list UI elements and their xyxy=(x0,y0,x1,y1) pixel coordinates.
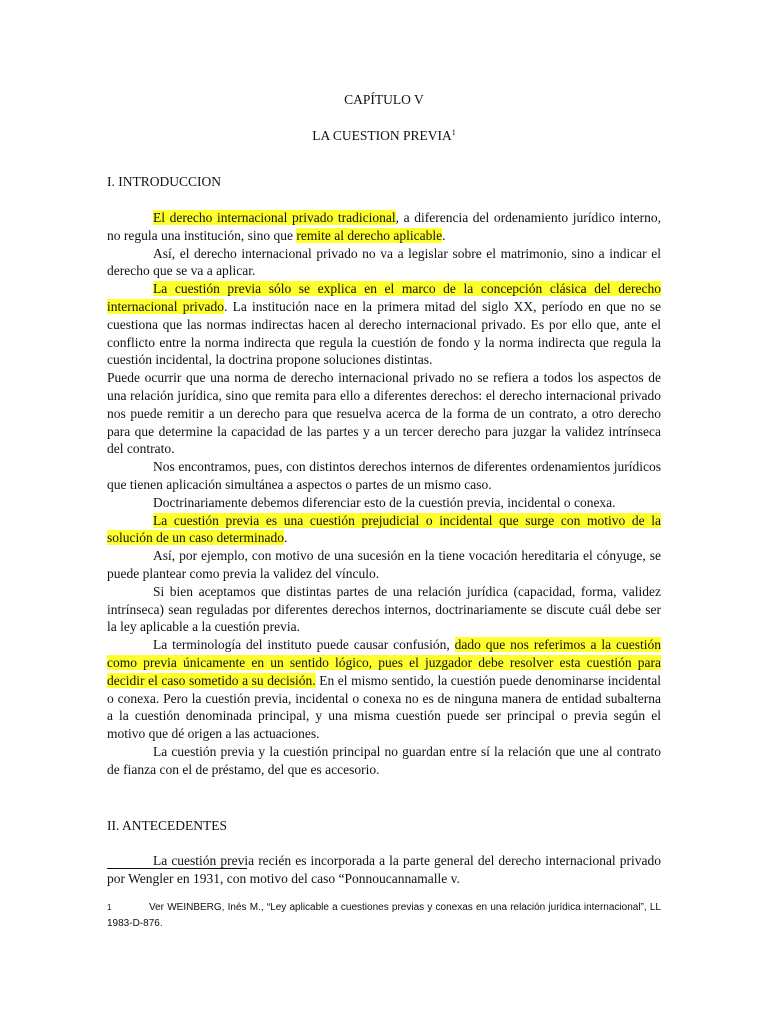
paragraph xyxy=(107,245,661,281)
paragraph xyxy=(107,583,661,636)
chapter-heading: CAPÍTULO V xyxy=(344,92,424,107)
section-body-antecedentes xyxy=(107,852,661,888)
text-segment: Puede ocurrir que una norma de derecho internacional privado no se refiera a todos los aspectos de una relación jurídica, sino que remita para ello a diferentes derechos: el derecho internacional privado nos puede remitir a un derecho para que resuelva acerca de la forma de un contrato, a otro derecho para que determine la capacidad de las partes y a un tercer derecho para juzgar la validez intrínseca del contrato. xyxy=(107,370,661,457)
highlighted-text: La cuestión previa sólo se explica en el marco de la concepción clásica del derecho internacional privado xyxy=(107,281,661,314)
text-segment: Nos encontramos, pues, con distintos derechos internos de diferentes ordenamientos jurídicos que tienen aplicación simultánea a aspectos o partes de un mismo caso. xyxy=(107,459,661,492)
paragraph xyxy=(107,852,661,888)
paragraph xyxy=(107,280,661,369)
section-body-introduccion xyxy=(107,209,661,779)
paragraph xyxy=(107,494,661,512)
paragraph xyxy=(107,743,661,779)
highlighted-text: El derecho internacional privado tradicional xyxy=(153,210,396,225)
footnote-ref: 1 xyxy=(451,128,456,137)
title-text: LA CUESTION PREVIA xyxy=(312,128,452,143)
paragraph xyxy=(107,512,661,548)
footnote xyxy=(107,900,661,932)
text-segment: . xyxy=(283,530,288,546)
section-heading-introduccion: I. INTRODUCCION xyxy=(107,174,221,189)
section-heading-antecedentes: II. ANTECEDENTES xyxy=(107,818,227,833)
text-segment: Así, el derecho internacional privado no va a legislar sobre el matrimonio, sino a indicar el derecho que se va a aplicar. xyxy=(107,245,661,279)
footnote-text: Ver WEINBERG, Inés M., “Ley aplicable a cuestiones previas y conexas en una relación jurídica internacional”, LL 1983-D-876. xyxy=(107,902,661,929)
paragraph xyxy=(107,547,661,583)
text-segment: En el mismo sentido, la cuestión puede denominarse incidental o conexa. Pero la cuestión previa, incidental o conexa no es de ninguna manera de entidad subalterna a la cuestión denominada principal, y una misma cuestión puede ser principal o previa según el motivo que dé origen a las actuaciones. xyxy=(107,672,661,742)
paragraph xyxy=(107,458,661,494)
text-segment: Doctrinariamente debemos diferenciar esto de la cuestión previa, incidental o conexa. xyxy=(153,494,616,510)
text-segment: La cuestión previa y la cuestión principal no guardan entre sí la relación que une al contrato de fianza con el de préstamo, del que es accesorio. xyxy=(107,743,661,777)
footnote-number: 1 xyxy=(107,903,112,912)
page-title xyxy=(0,128,768,144)
highlighted-text: remite al derecho aplicable xyxy=(296,227,443,243)
text-segment: . La institución nace en la primera mitad del siglo XX, período en que no se cuestiona que las normas indirectas hacen al derecho internacional privado. Es por ello que, ante el conflicto entre la norma indirecta que regula la cuestión de fondo y la norma indirecta que regula la cuestión incidental, la doctrina propone soluciones distintas. xyxy=(107,298,661,368)
text-segment: Si bien aceptamos que distintas partes de una relación jurídica (capacidad, forma, validez intrínseca) sean reguladas por diferentes derechos internos, doctrinariamente se discute cuál debe ser la ley aplicable a la cuestión previa. xyxy=(107,583,661,635)
text-segment: Así, por ejemplo, con motivo de una sucesión en la tiene vocación hereditaria el cónyuge, se puede plantear como previa la validez del vínculo. xyxy=(107,548,661,581)
text-segment: La terminología del instituto puede causar confusión, xyxy=(153,637,455,653)
text-segment: La cuestión previa recién es incorporada a la parte general del derecho internacional privado por Wengler en 1931, con motivo del caso “Ponnoucannamalle v. xyxy=(107,853,661,886)
text-segment: , a diferencia del ordenamiento jurídico interno, no regula una institución, sino que xyxy=(107,210,661,243)
text-segment: . xyxy=(442,227,446,243)
paragraph xyxy=(107,636,661,743)
highlighted-text: La cuestión previa es una cuestión prejudicial o incidental que surge con motivo de la solución de un caso determinado xyxy=(107,512,661,546)
footnote-separator xyxy=(107,868,247,869)
paragraph xyxy=(107,369,661,458)
paragraph xyxy=(107,209,661,245)
highlighted-text: dado que nos referimos a la cuestión como previa únicamente en un sentido lógico, pues el juzgador debe resolver esta cuestión para decidir el caso sometido a su decisión. xyxy=(107,637,661,688)
